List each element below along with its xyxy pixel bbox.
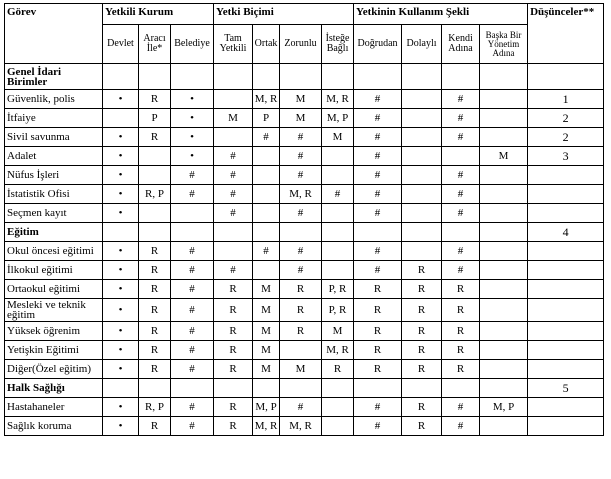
table-cell (139, 147, 171, 166)
note-cell (528, 64, 604, 90)
task-name: Okul öncesi eğitimi (5, 242, 103, 261)
note-cell: 2 (528, 128, 604, 147)
task-name: Sivil savunma (5, 128, 103, 147)
header-group-kullanim-sekli: Yetkinin Kullanım Şekli (354, 4, 528, 25)
table-cell: M (322, 128, 354, 147)
table-cell: # (442, 90, 480, 109)
task-name: İlkokul eğitimi (5, 261, 103, 280)
table-cell: # (214, 185, 253, 204)
note-cell (528, 204, 604, 223)
table-cell: • (103, 147, 139, 166)
table-row (5, 242, 604, 261)
table-cell: # (280, 128, 322, 147)
note-cell: 5 (528, 379, 604, 398)
note-cell (528, 360, 604, 379)
table-cell: M, R (253, 417, 280, 436)
table-cell: # (280, 242, 322, 261)
table-cell: # (442, 166, 480, 185)
table-cell (139, 379, 171, 398)
table-cell: # (214, 204, 253, 223)
table-row (5, 261, 604, 280)
table-cell: # (354, 261, 402, 280)
task-name: Yüksek öğrenim (5, 322, 103, 341)
table-cell: R (442, 341, 480, 360)
header-devlet: Devlet (103, 25, 139, 64)
table-cell (171, 204, 214, 223)
table-cell: • (103, 128, 139, 147)
table-cell (480, 90, 528, 109)
table-cell (480, 299, 528, 322)
table-cell: • (171, 128, 214, 147)
note-cell: 1 (528, 90, 604, 109)
table-cell: M (253, 322, 280, 341)
table-cell: M (214, 109, 253, 128)
table-cell: # (354, 128, 402, 147)
table-cell: # (442, 261, 480, 280)
table-cell: # (322, 185, 354, 204)
table-cell (480, 322, 528, 341)
section-row (5, 379, 604, 398)
table-cell (402, 109, 442, 128)
table-cell (322, 204, 354, 223)
table-cell (480, 280, 528, 299)
table-cell: R (139, 299, 171, 322)
table-cell: R (354, 280, 402, 299)
header-dogrudan: Doğrudan (354, 25, 402, 64)
table-cell: • (103, 166, 139, 185)
table-row (5, 147, 604, 166)
table-row (5, 128, 604, 147)
table-cell: P (139, 109, 171, 128)
table-cell: R (139, 322, 171, 341)
table-row (5, 341, 604, 360)
authority-table (4, 3, 604, 436)
note-cell (528, 341, 604, 360)
table-cell: # (171, 417, 214, 436)
table-cell: # (214, 166, 253, 185)
note-cell (528, 280, 604, 299)
note-cell: 3 (528, 147, 604, 166)
table-cell: # (280, 204, 322, 223)
table-cell: # (171, 341, 214, 360)
task-name: Hastahaneler (5, 398, 103, 417)
table-cell: # (280, 261, 322, 280)
table-cell: R (139, 128, 171, 147)
table-cell (214, 90, 253, 109)
table-cell (280, 379, 322, 398)
table-cell: P (253, 109, 280, 128)
note-cell (528, 185, 604, 204)
table-cell: # (354, 398, 402, 417)
table-cell (480, 360, 528, 379)
table-cell (280, 64, 322, 90)
table-cell (171, 64, 214, 90)
header-araci-ile: Aracı İle* (139, 25, 171, 64)
table-cell (480, 417, 528, 436)
task-name: Diğer(Özel eğitim) (5, 360, 103, 379)
table-cell: # (280, 166, 322, 185)
task-name: Nüfus İşleri (5, 166, 103, 185)
header-tam-yetkili: Tam Yetkili (214, 25, 253, 64)
table-header (5, 4, 604, 64)
table-cell: • (103, 280, 139, 299)
task-name: Sağlık koruma (5, 417, 103, 436)
table-cell (402, 90, 442, 109)
table-cell: M (253, 341, 280, 360)
table-cell (480, 379, 528, 398)
table-cell: # (442, 204, 480, 223)
table-cell (103, 379, 139, 398)
table-cell: # (354, 242, 402, 261)
table-cell (402, 379, 442, 398)
task-name: Güvenlik, polis (5, 90, 103, 109)
table-cell: M, R (322, 341, 354, 360)
table-cell: M (280, 109, 322, 128)
table-cell: R (214, 398, 253, 417)
table-cell (442, 223, 480, 242)
table-row (5, 280, 604, 299)
table-cell (139, 166, 171, 185)
table-cell: # (253, 128, 280, 147)
table-cell: • (103, 90, 139, 109)
note-cell (528, 166, 604, 185)
note-cell (528, 261, 604, 280)
header-dolayli: Dolaylı (402, 25, 442, 64)
table-cell (442, 64, 480, 90)
table-cell: R (139, 261, 171, 280)
header-group-yetkili-kurum: Yetkili Kurum (103, 4, 214, 25)
table-cell: • (171, 90, 214, 109)
table-cell: # (171, 242, 214, 261)
table-cell: R (402, 322, 442, 341)
table-cell: # (442, 417, 480, 436)
table-cell (480, 166, 528, 185)
table-cell (214, 242, 253, 261)
table-cell: R (442, 280, 480, 299)
table-cell: R (214, 322, 253, 341)
table-cell (402, 147, 442, 166)
table-cell: # (442, 109, 480, 128)
table-row (5, 360, 604, 379)
table-cell: R (139, 242, 171, 261)
table-cell (103, 223, 139, 242)
task-name: Seçmen kayıt (5, 204, 103, 223)
table-cell: R (442, 322, 480, 341)
table-cell: # (442, 398, 480, 417)
table-cell: # (214, 261, 253, 280)
table-cell: R (442, 299, 480, 322)
table-cell: R (139, 280, 171, 299)
table-cell (171, 379, 214, 398)
table-cell: M, R (280, 417, 322, 436)
table-cell (253, 261, 280, 280)
header-baska-yonetim-adina: Başka Bir Yönetim Adına (480, 25, 528, 64)
table-cell (402, 166, 442, 185)
table-cell (480, 185, 528, 204)
task-name: Mesleki ve teknik eğitim (5, 299, 103, 322)
task-name: İstatistik Ofisi (5, 185, 103, 204)
table-cell (253, 147, 280, 166)
table-cell: # (354, 147, 402, 166)
table-cell: R (139, 360, 171, 379)
table-cell: # (171, 398, 214, 417)
header-kendi-adina: Kendi Adına (442, 25, 480, 64)
table-cell (253, 223, 280, 242)
table-cell (214, 379, 253, 398)
table-cell: R (322, 360, 354, 379)
table-cell: • (103, 299, 139, 322)
table-cell: M, P (322, 109, 354, 128)
table-cell (253, 166, 280, 185)
table-row (5, 185, 604, 204)
table-cell: # (214, 147, 253, 166)
table-cell: M (322, 322, 354, 341)
table-cell: R (214, 341, 253, 360)
table-cell: R (402, 398, 442, 417)
table-cell: R (402, 280, 442, 299)
header-istege-bagli: İsteğe Bağlı (322, 25, 354, 64)
table-cell (322, 223, 354, 242)
task-name: Yetişkin Eğitimi (5, 341, 103, 360)
table-cell: R (139, 90, 171, 109)
table-cell: M (253, 299, 280, 322)
table-cell (354, 64, 402, 90)
table-cell: # (280, 398, 322, 417)
table-cell: R (442, 360, 480, 379)
table-cell (322, 242, 354, 261)
table-cell (480, 242, 528, 261)
table-cell: P, R (322, 299, 354, 322)
table-cell (442, 147, 480, 166)
table-cell: • (171, 147, 214, 166)
note-cell (528, 398, 604, 417)
table-cell: M, P (253, 398, 280, 417)
table-row (5, 398, 604, 417)
table-cell (402, 204, 442, 223)
header-ortak: Ortak (253, 25, 280, 64)
table-cell (253, 204, 280, 223)
table-cell: • (103, 398, 139, 417)
table-cell: R, P (139, 398, 171, 417)
table-cell: # (354, 109, 402, 128)
table-cell (214, 223, 253, 242)
table-cell: # (171, 185, 214, 204)
table-cell: # (442, 128, 480, 147)
table-cell (480, 223, 528, 242)
table-cell (480, 204, 528, 223)
table-cell (402, 64, 442, 90)
header-gorev: Görev (5, 4, 103, 64)
header-group-row (5, 4, 604, 25)
header-group-yetki-bicimi: Yetki Biçimi (214, 4, 354, 25)
table-cell: M, R (253, 90, 280, 109)
table-cell: R (214, 360, 253, 379)
note-cell (528, 299, 604, 322)
table-cell (322, 261, 354, 280)
table-cell (402, 185, 442, 204)
table-cell: R (402, 299, 442, 322)
table-cell: # (354, 204, 402, 223)
table-cell: # (442, 242, 480, 261)
header-zorunlu: Zorunlu (280, 25, 322, 64)
table-cell: R (139, 341, 171, 360)
table-row (5, 166, 604, 185)
table-cell: R (139, 417, 171, 436)
table-row (5, 322, 604, 341)
note-cell: 2 (528, 109, 604, 128)
table-row (5, 109, 604, 128)
table-cell (214, 64, 253, 90)
table-row (5, 417, 604, 436)
table-cell: M (280, 360, 322, 379)
table-cell (322, 417, 354, 436)
table-cell (354, 223, 402, 242)
table-cell (480, 128, 528, 147)
table-cell (402, 242, 442, 261)
table-cell (402, 223, 442, 242)
table-cell (139, 204, 171, 223)
table-cell (480, 341, 528, 360)
table-cell (322, 147, 354, 166)
table-cell: R (280, 299, 322, 322)
section-row (5, 223, 604, 242)
table-cell (322, 64, 354, 90)
table-cell: • (171, 109, 214, 128)
table-cell (253, 64, 280, 90)
task-name: İtfaiye (5, 109, 103, 128)
table-cell (322, 379, 354, 398)
table-cell: # (171, 166, 214, 185)
table-cell (322, 398, 354, 417)
table-cell: M, R (322, 90, 354, 109)
table-cell (280, 341, 322, 360)
note-cell (528, 242, 604, 261)
table-row (5, 204, 604, 223)
table-row (5, 90, 604, 109)
table-cell (442, 379, 480, 398)
section-title: Halk Sağlığı (5, 379, 103, 398)
table-cell: R (402, 341, 442, 360)
header-dusunceler: Düşünceler** (528, 4, 604, 64)
note-cell: 4 (528, 223, 604, 242)
table-cell (253, 185, 280, 204)
table-cell (103, 64, 139, 90)
table-cell (480, 64, 528, 90)
section-title: Genel İdari Birimler (5, 64, 103, 90)
table-cell: # (171, 280, 214, 299)
table-cell: R (402, 417, 442, 436)
table-cell: • (103, 185, 139, 204)
table-cell: • (103, 341, 139, 360)
table-cell (280, 223, 322, 242)
table-cell (402, 128, 442, 147)
table-cell: M (253, 360, 280, 379)
table-cell: R (402, 360, 442, 379)
table-cell: R (280, 280, 322, 299)
table-cell (214, 128, 253, 147)
table-cell: R (214, 280, 253, 299)
table-cell (253, 379, 280, 398)
table-cell: M (280, 90, 322, 109)
table-cell: # (354, 185, 402, 204)
table-cell (139, 223, 171, 242)
table-cell: # (171, 299, 214, 322)
table-cell (480, 109, 528, 128)
table-cell: # (442, 185, 480, 204)
table-cell: R (402, 261, 442, 280)
table-cell: M (253, 280, 280, 299)
table-cell: # (171, 360, 214, 379)
table-cell: M, P (480, 398, 528, 417)
table-cell (139, 64, 171, 90)
table-cell (171, 223, 214, 242)
note-cell (528, 322, 604, 341)
note-cell (528, 417, 604, 436)
table-cell: R (354, 360, 402, 379)
table-cell: • (103, 322, 139, 341)
task-name: Ortaokul eğitimi (5, 280, 103, 299)
table-cell: R (280, 322, 322, 341)
table-cell: • (103, 261, 139, 280)
table-cell: # (171, 261, 214, 280)
table-cell (103, 109, 139, 128)
table-body (5, 64, 604, 436)
table-row (5, 299, 604, 322)
table-cell (322, 166, 354, 185)
table-cell: # (171, 322, 214, 341)
table-cell: R (354, 299, 402, 322)
section-title: Eğitim (5, 223, 103, 242)
table-cell: • (103, 417, 139, 436)
table-cell: # (354, 166, 402, 185)
table-cell: R (214, 417, 253, 436)
table-cell: • (103, 360, 139, 379)
table-cell: # (253, 242, 280, 261)
table-cell: # (354, 90, 402, 109)
table-cell: # (280, 147, 322, 166)
table-cell: # (354, 417, 402, 436)
table-cell: • (103, 242, 139, 261)
table-cell: R (214, 299, 253, 322)
task-name: Adalet (5, 147, 103, 166)
header-belediye: Belediye (171, 25, 214, 64)
table-cell: R (354, 322, 402, 341)
table-cell: M, R (280, 185, 322, 204)
section-row (5, 64, 604, 90)
table-cell: R, P (139, 185, 171, 204)
table-cell (354, 379, 402, 398)
table-cell: R (354, 341, 402, 360)
table-cell: • (103, 204, 139, 223)
table-cell: P, R (322, 280, 354, 299)
table-cell: M (480, 147, 528, 166)
table-cell (480, 261, 528, 280)
